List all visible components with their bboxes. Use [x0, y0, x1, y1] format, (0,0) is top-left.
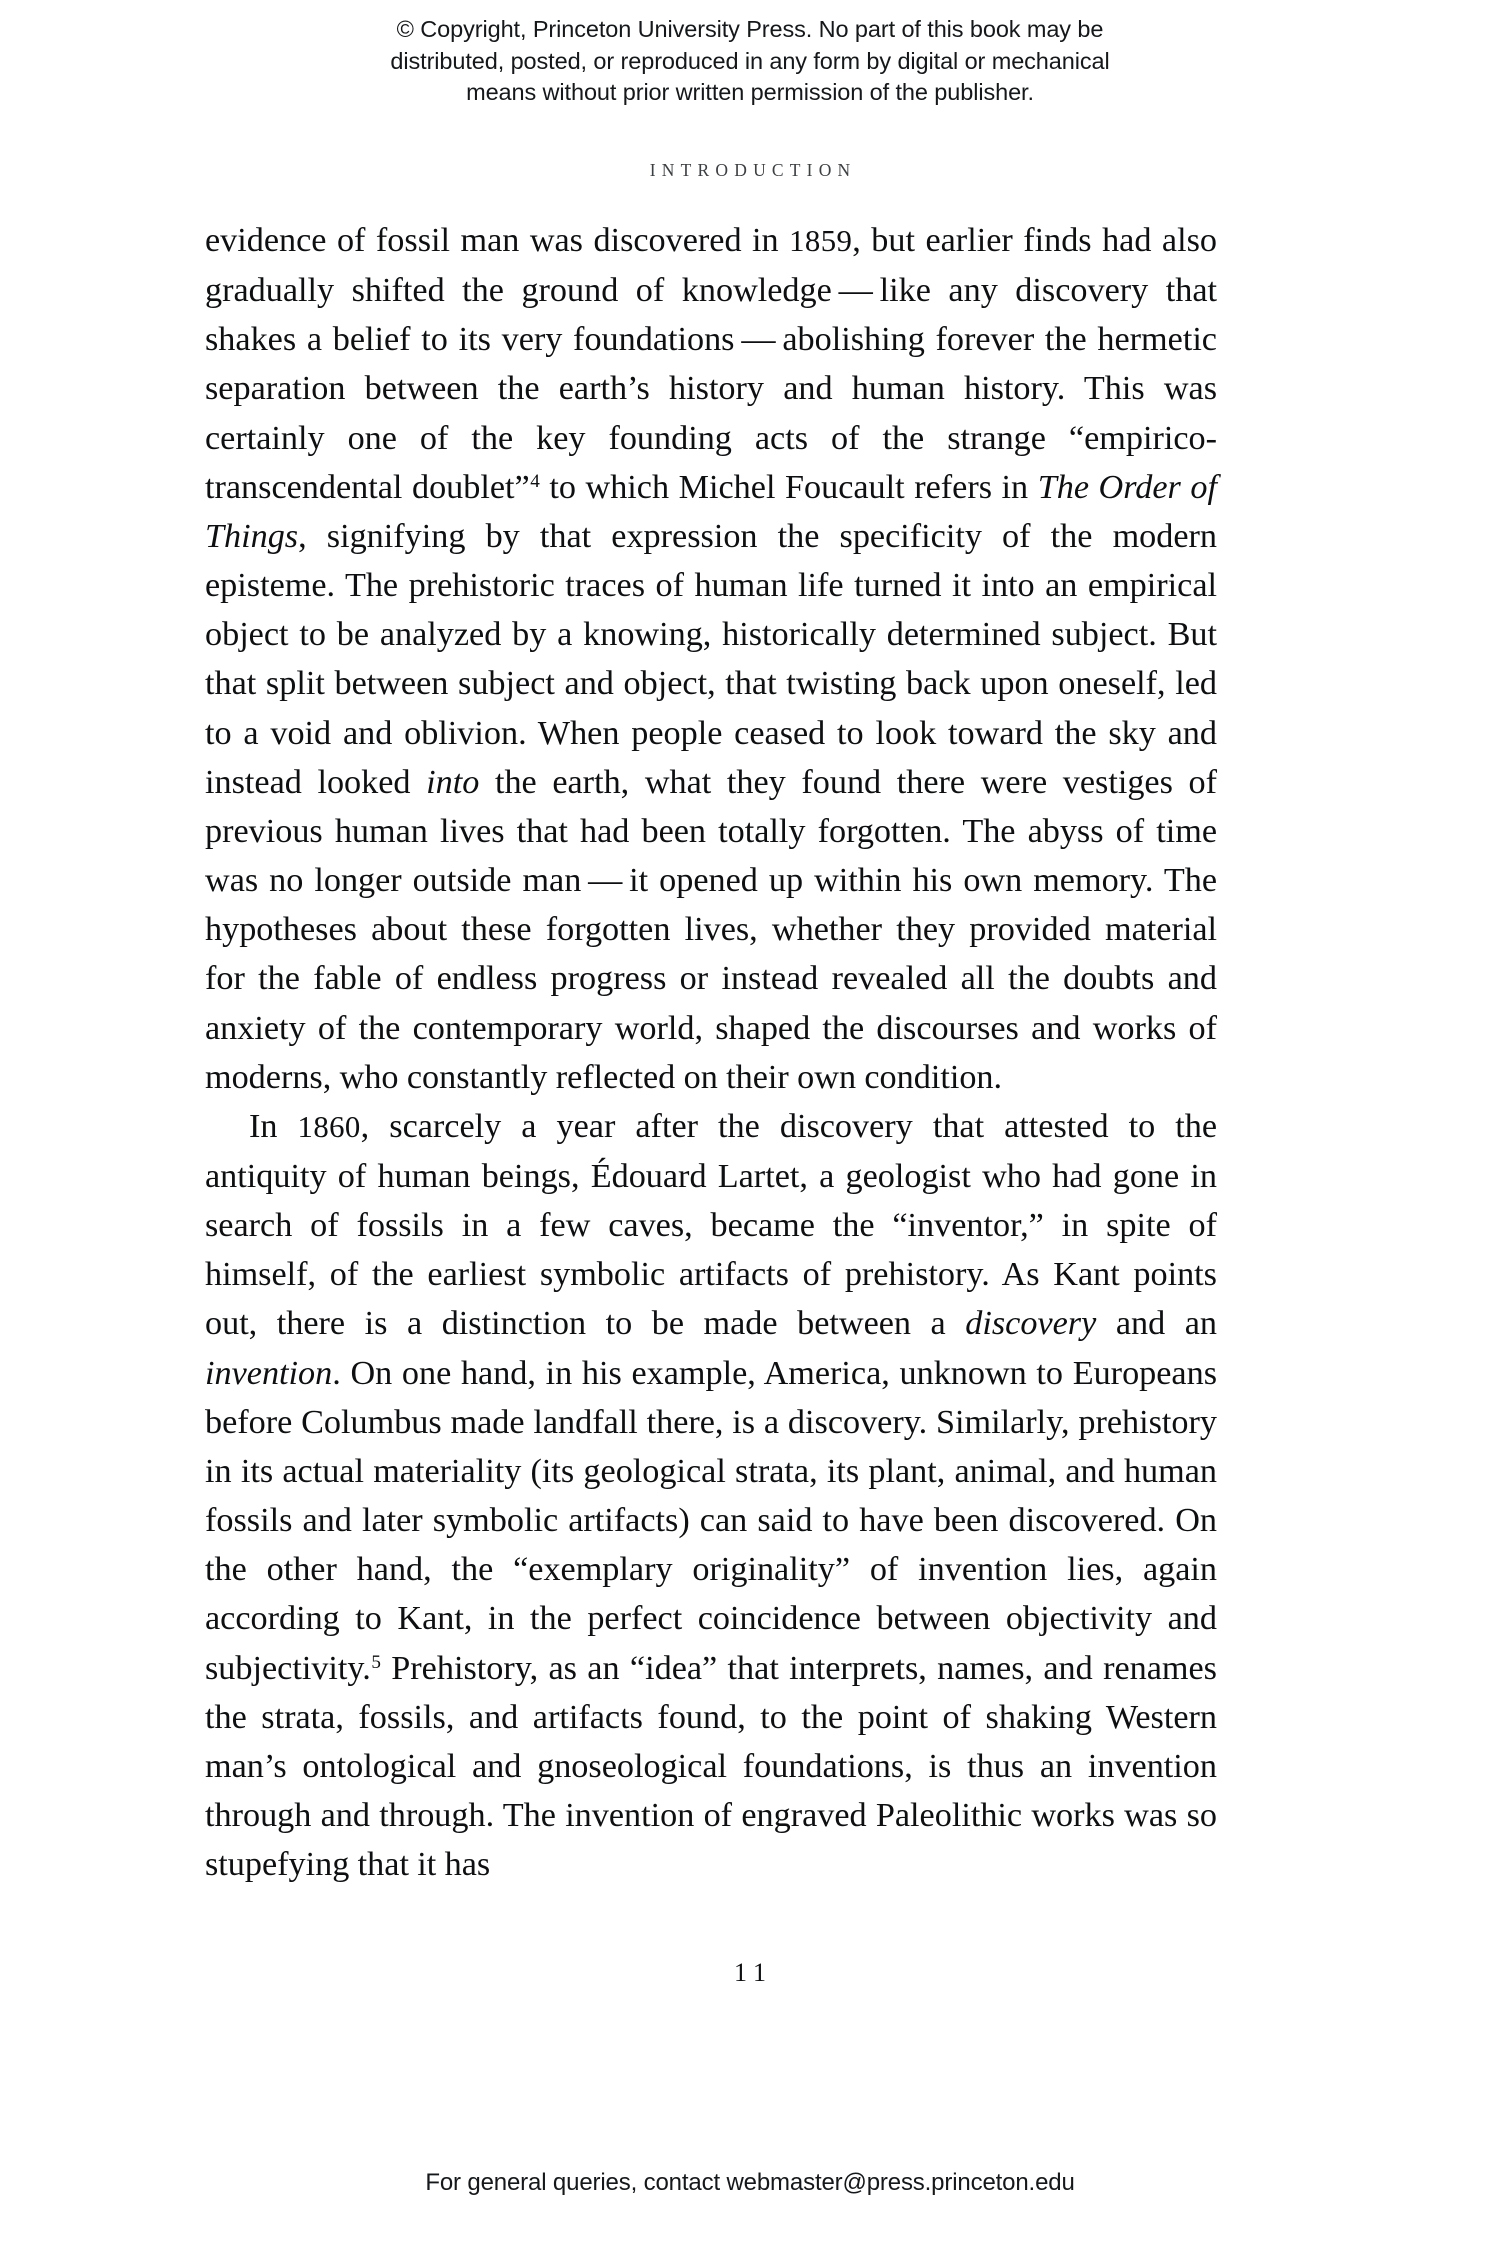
page-number: 11: [733, 1958, 774, 1987]
copyright-notice: [0, 14, 1500, 109]
copyright-line-3: means without prior written permission of the publisher.: [466, 79, 1034, 105]
footnote-marker: 4: [530, 471, 540, 493]
italic-phrase: discovery: [965, 1305, 1097, 1343]
italic-phrase: invention: [205, 1354, 333, 1392]
oldstyle-number: 1859: [789, 224, 853, 258]
footer-queries-note: For general queries, contact webmaster@press.princeton.edu: [425, 2169, 1075, 2196]
copyright-line-2: distributed, posted, or reproduced in any form by digital or mechanical: [390, 47, 1110, 74]
footnote-marker: 5: [371, 1651, 381, 1673]
copyright-line-1: © Copyright, Princeton University Press. No part of this book may be: [396, 16, 1104, 42]
oldstyle-number: 1860: [297, 1109, 361, 1144]
body-text-block: [205, 216, 1217, 1889]
body-paragraph: evidence of fossil man was discovered in 1859, but earlier finds had also gradually shifted the ground of knowledge — like any discovery that shakes a belief to its very foundations — abolishing forever the hermetic separation between the earth’s history and human history. This was certainly one of the key founding acts of the strange “empirico-transcendental doublet”$^4$ to which Michel Foucault refers in The Order of Things, signifying by that expression the specificity of the modern episteme. The prehistoric traces of human life turned it into an empirical object to be analyzed by a knowing, historically determined subject. But that split between subject and object, that twisting back upon oneself, led to a void and oblivion. When people ceased to look toward the sky and instead looked into the earth, what they found there were vestiges of previous human lives that had been totally forgotten. The abyss of time was no longer outside man — it opened up within his own memory. The hypotheses about these forgotten lives, whether they provided material for the fable of endless progress or instead revealed all the doubts and anxiety of the contemporary world, shaped the discourses and works of moderns, who constantly reflected on their own condition.: [205, 222, 1218, 1096]
body-paragraph: In 1860, scarcely a year after the discovery that attested to the antiquity of human beings, Édouard Lartet, a geologist who had gone in search of fossils in a few caves, became the “inventor,” in spite of himself, of the earliest symbolic artifacts of prehistory. As Kant points out, there is a distinction to be made between a discovery and an invention. On one hand, in his example, America, unknown to Europeans before Columbus made landfall there, is a discovery. Similarly, prehistory in its actual materiality (its geological strata, its plant, animal, and human fossils and later symbolic artifacts) can said to have been discovered. On the other hand, the “exemplary originality” of invention lies, again according to Kant, in the perfect coincidence between objectivity and subjectivity.$^5$ Prehistory, as an “idea” that interprets, names, and renames the strata, fossils, and artifacts found, to the point of shaking Western man’s ontological and gnoseological foundations, is thus an invention through and through. The invention of engraved Paleolithic works was so stupefying that it has: [205, 1107, 1217, 1884]
running-head: INTRODUCTION: [649, 160, 857, 180]
italic-phrase: The Order of Things: [205, 468, 1218, 555]
italic-phrase: into: [426, 763, 480, 801]
